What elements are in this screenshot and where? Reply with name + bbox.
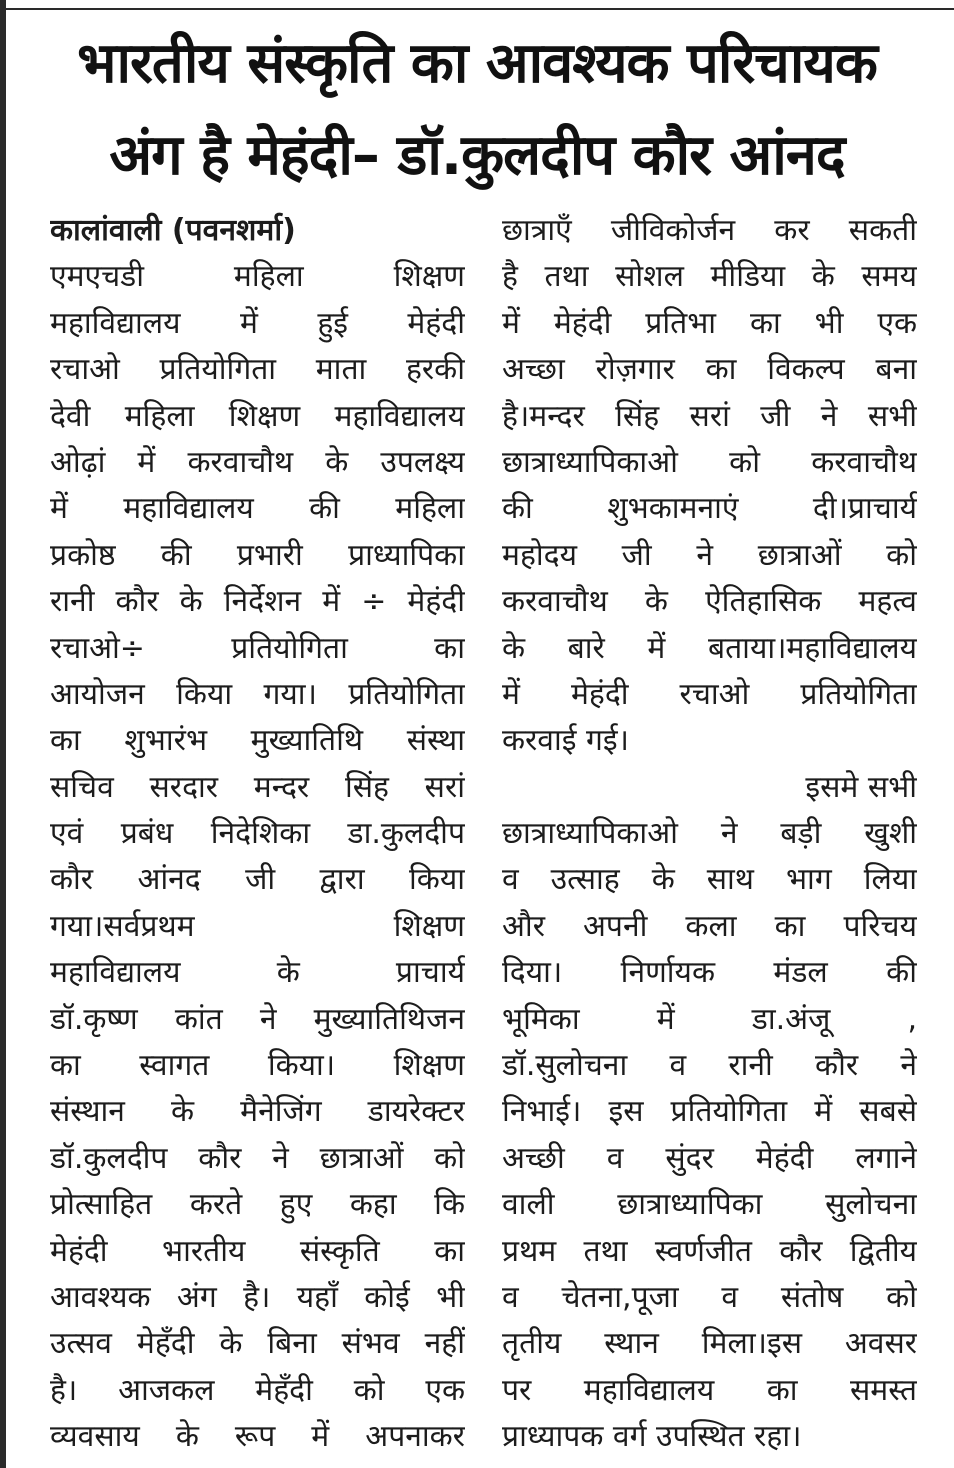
left-line: का स्वागत किया। शिक्षण: [50, 1048, 465, 1084]
left-line: डॉ.कुलदीप कौर ने छात्राओं को: [50, 1140, 465, 1176]
right-line: अच्छी व सुंदर मेहंदी लगाने: [502, 1140, 917, 1176]
right-line: व चेतना,पूजा व संतोष को: [502, 1279, 917, 1315]
left-line: गया।सर्वप्रथम शिक्षण: [50, 908, 465, 944]
right-line: छात्राध्यापिकाओ को करवाचौथ: [502, 444, 917, 480]
right-line: अच्छा रोज़गार का विकल्प बना: [502, 352, 917, 388]
left-line: रचाओ÷ प्रतियोगिता का: [50, 630, 465, 666]
left-line: है। आजकल मेहँदी को एक: [50, 1372, 465, 1408]
left-line: उत्सव मेहँदी के बिना संभव नहीं: [50, 1326, 465, 1362]
right-line: है।मन्दर सिंह सरां जी ने सभी: [502, 398, 917, 434]
left-line: महाविद्यालय के प्राचार्य: [50, 955, 465, 991]
left-line: एवं प्रबंध निदेशिका डा.कुलदीप: [50, 816, 465, 852]
right-line: प्रथम तथा स्वर्णजीत कौर द्वितीय: [502, 1233, 917, 1269]
left-line: एमएचडी महिला शिक्षण: [50, 259, 465, 295]
right-line: की शुभकामनाएं दी।प्राचार्य: [502, 491, 917, 527]
right-line: में मेहंदी रचाओ प्रतियोगिता: [502, 676, 917, 712]
right-line: निभाई। इस प्रतियोगिता में सबसे: [502, 1094, 917, 1130]
headline-line-2: अंग है मेहंदी– डॉ.कुलदीप कौर आंनद: [109, 123, 845, 188]
left-line: प्रकोष्ठ की प्रभारी प्राध्यापिका: [50, 537, 465, 573]
right-line: व उत्साह के साथ भाग लिया: [502, 862, 917, 898]
left-line: ओढ़ां में करवाचौथ के उपलक्ष्य: [50, 444, 465, 480]
right-line: और अपनी कला का परिचय: [502, 908, 917, 944]
right-line: प्राध्यापक वर्ग उपस्थित रहा।: [502, 1419, 802, 1455]
left-line: आयोजन किया गया। प्रतियोगिता: [50, 676, 465, 712]
left-line: रचाओ प्रतियोगिता माता हरकी: [50, 352, 465, 388]
right-line: के बारे में बताया।महाविद्यालय: [502, 630, 917, 666]
right-line: करवाचौथ के ऐतिहासिक महत्व: [502, 584, 917, 620]
right-line: छात्राध्यापिकाओ ने बड़ी खुशी: [502, 816, 917, 852]
right-line: पर महाविद्यालय का समस्त: [502, 1372, 917, 1408]
right-paragraph-start: इसमे सभी: [805, 769, 917, 805]
left-line: आवश्यक अंग है। यहाँ कोई भी: [50, 1279, 465, 1315]
left-line: महाविद्यालय में हुई मेहंदी: [50, 305, 465, 341]
left-line: सचिव सरदार मन्दर सिंह सरां: [50, 769, 465, 805]
left-line: व्यवसाय के रूप में अपनाकर: [50, 1419, 465, 1455]
left-line: प्रोत्साहित करते हुए कहा कि: [50, 1187, 465, 1223]
left-line: का शुभारंभ मुख्यातिथि संस्था: [50, 723, 465, 759]
right-line: है तथा सोशल मीडिया के समय: [502, 259, 917, 295]
left-column: [50, 208, 465, 1461]
left-line: डॉ.कृष्ण कांत ने मुख्यातिथिजन: [50, 1001, 465, 1037]
right-line: में मेहंदी प्रतिभा का भी एक: [502, 305, 917, 341]
right-line: करवाई गई।: [502, 723, 630, 759]
headline-line-1: भारतीय संस्कृति का आवश्यक परिचायक: [77, 31, 877, 96]
right-line: भूमिका में डा.अंजू ,: [502, 1001, 917, 1037]
right-column: [502, 208, 917, 1461]
left-line: में महाविद्यालय की महिला: [50, 491, 465, 527]
left-border: [0, 0, 6, 1468]
right-line: दिया। निर्णायक मंडल की: [502, 955, 917, 991]
right-line: डॉ.सुलोचना व रानी कौर ने: [502, 1048, 917, 1084]
top-border: [0, 0, 954, 10]
right-line: महोदय जी ने छात्राओं को: [502, 537, 917, 573]
headline: [20, 18, 934, 202]
right-line: तृतीय स्थान मिला।इस अवसर: [502, 1326, 917, 1362]
left-line: कौर आंनद जी द्वारा किया: [50, 862, 465, 898]
right-line: वाली छात्राध्यापिका सुलोचना: [502, 1187, 917, 1223]
left-line: रानी कौर के निर्देशन में ÷ मेहंदी: [50, 584, 465, 620]
left-line: मेहंदी भारतीय संस्कृति का: [50, 1233, 465, 1269]
byline: कालांवाली (पवनशर्मा): [50, 213, 296, 248]
left-line: देवी महिला शिक्षण महाविद्यालय: [50, 398, 465, 434]
right-line: छात्राएँ जीविकोर्जन कर सकती: [502, 213, 917, 248]
left-line: संस्थान के मैनेजिंग डायरेक्टर: [50, 1094, 465, 1130]
